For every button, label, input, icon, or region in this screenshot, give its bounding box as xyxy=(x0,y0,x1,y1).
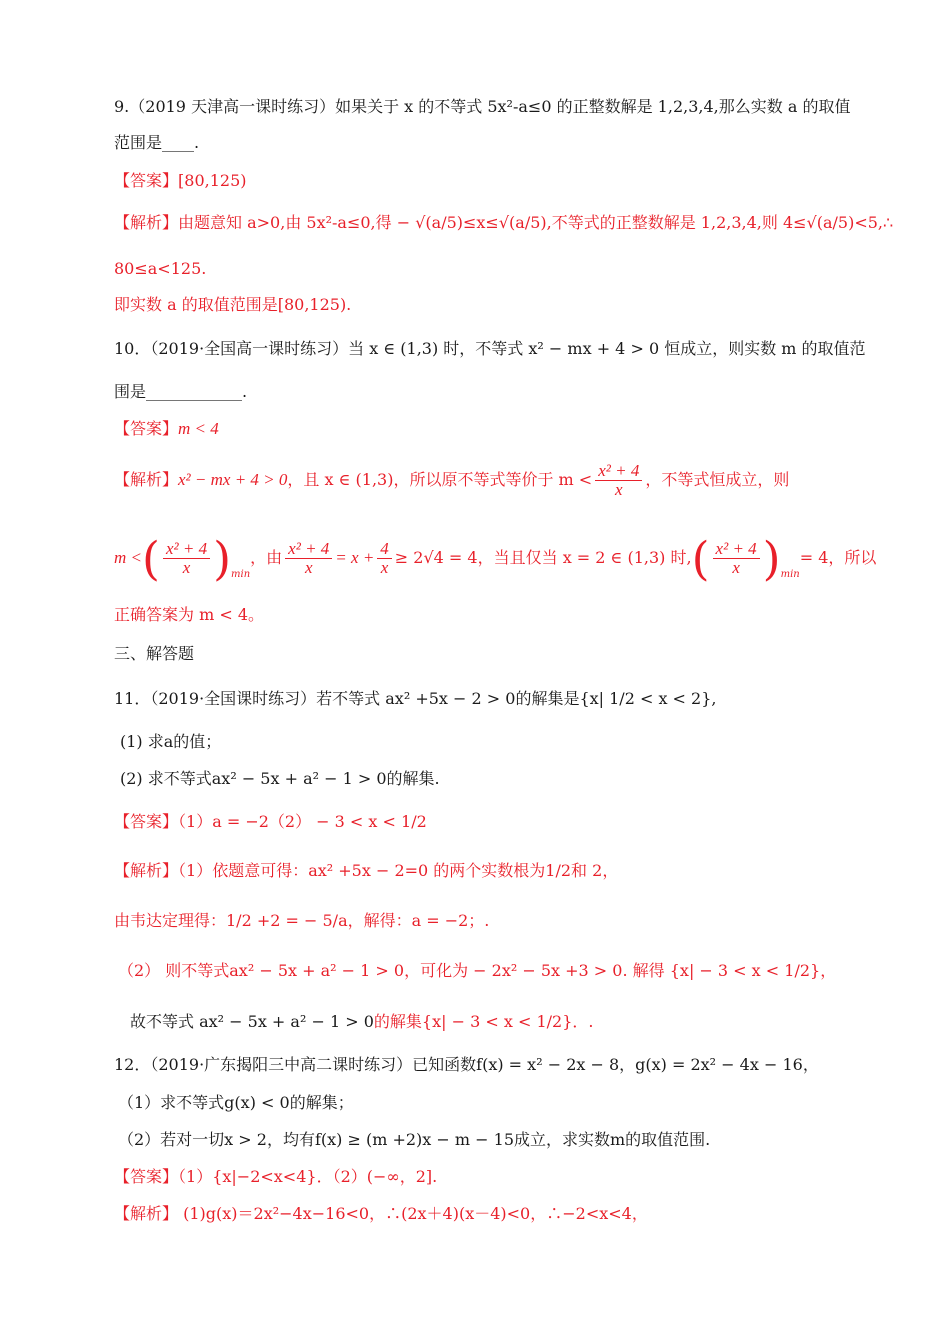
fraction xyxy=(595,462,642,499)
analysis-text: = 4，所以 xyxy=(799,548,877,567)
fraction xyxy=(163,540,210,577)
fraction-denominator: x xyxy=(615,480,623,499)
math-text: m < xyxy=(114,548,142,567)
q9-analysis-3: 即实数 a 的取值范围是[80,125). xyxy=(114,295,352,314)
answer-label: 【答案】 xyxy=(114,812,179,831)
q10-analysis-1 xyxy=(114,458,840,502)
left-paren: ( xyxy=(691,531,710,586)
fraction-numerator: x² + 4 xyxy=(713,540,760,559)
q11-part1: (1) 求a的值； xyxy=(120,732,222,751)
fraction xyxy=(377,540,392,577)
fraction xyxy=(285,540,332,577)
fraction xyxy=(713,540,760,577)
q10-analysis-3: 正确答案为 m < 4。 xyxy=(114,605,265,624)
answer-value: （1）{x|−2<x<4}．（2）(−∞，2]. xyxy=(178,1167,438,1186)
fraction-numerator: x² + 4 xyxy=(163,540,210,559)
analysis-text: 故不等式 ax² − 5x + a² − 1 > 0 xyxy=(130,1012,374,1031)
fraction-denominator: x xyxy=(182,558,191,577)
q11-analysis-2: 由韦达定理得：1/2 +2 = − 5/a，解得：a = −2；. xyxy=(114,911,490,930)
math-text: = x + xyxy=(335,548,375,567)
fraction-numerator: x² + 4 xyxy=(285,540,332,559)
analysis-label: 【解析】 xyxy=(114,213,179,232)
answer-label: 【答案】 xyxy=(114,419,179,438)
q12-analysis-1 xyxy=(114,1203,840,1225)
q11-analysis-3: （2） 则不等式ax² − 5x + a² − 1 > 0，可化为 − 2x² − 5x +3 > 0. 解得 {x| − 3 < x < 1/2}， xyxy=(118,961,837,980)
fraction-numerator: x² + 4 xyxy=(595,462,642,481)
left-paren: ( xyxy=(142,531,160,586)
analysis-label: 【解析】 xyxy=(114,1204,179,1223)
analysis-label: 【解析】 xyxy=(114,470,179,489)
analysis-text: ，且 x ∈ (1,3)，所以原不等式等价于 m < xyxy=(287,470,593,489)
fraction-denominator: x xyxy=(304,558,313,577)
q12-answer xyxy=(114,1166,840,1188)
analysis-text: (1)g(x)＝2x²−4x−16<0，∴(2x＋4)(x－4)<0，∴−2<x<4， xyxy=(178,1204,648,1223)
q11-line1: 11．（2019·全国课时练习）若不等式 ax² +5x − 2 > 0的解集是{x| 1/2 < x < 2}, xyxy=(114,689,717,708)
q11-part2: (2) 求不等式ax² − 5x + a² − 1 > 0的解集. xyxy=(120,769,440,788)
q9-analysis-2: 80≤a<125. xyxy=(114,259,207,278)
section-heading: 三、解答题 xyxy=(114,644,195,663)
answer-label: 【答案】 xyxy=(114,171,179,190)
right-paren: ) xyxy=(762,531,781,586)
right-paren: ) xyxy=(213,531,232,586)
q10-answer xyxy=(114,418,840,440)
min-subscript: min xyxy=(231,569,251,580)
analysis-text: 的解集{x| − 3 < x < 1/2}．. xyxy=(373,1012,594,1031)
q12-line1: 12．（2019·广东揭阳三中高二课时练习）已知函数f(x) = x² − 2x − 8，g(x) = 2x² − 4x − 16， xyxy=(114,1055,819,1074)
analysis-text: ，由 xyxy=(250,548,283,567)
fraction-numerator: 4 xyxy=(377,540,392,559)
q9-answer xyxy=(114,170,840,192)
q10-line1: 10．（2019·全国高一课时练习）当 x ∈ (1,3) 时，不等式 x² − mx + 4 > 0 恒成立，则实数 m 的取值范 xyxy=(114,339,866,358)
math-inequality: x² − mx + 4 > 0 xyxy=(178,470,288,489)
q10-analysis-2 xyxy=(114,531,877,601)
min-subscript: min xyxy=(780,569,800,580)
analysis-text: ≥ 2√4 = 4，当且仅当 x = 2 ∈ (1,3) 时, xyxy=(394,548,692,567)
q12-part2: （2）若对一切x > 2，均有f(x) ≥ (m +2)x − m − 15成立，求实数m的取值范围. xyxy=(118,1130,711,1149)
q9-line2: 范围是____. xyxy=(114,133,200,152)
q10-line2: 围是____________. xyxy=(114,382,248,401)
q9-line1: 9.（2019 天津高一课时练习）如果关于 x 的不等式 5x²-a≤0 的正整数解是 1,2,3,4,那么实数 a 的取值 xyxy=(114,97,851,116)
analysis-text: （1）依题意可得：ax² +5x − 2=0 的两个实数根为1/2和 2， xyxy=(178,861,619,880)
q11-answer xyxy=(114,811,840,833)
q12-part1: （1）求不等式g(x) < 0的解集； xyxy=(118,1093,354,1112)
answer-value: （1）a = −2（2） − 3 < x < 1/2 xyxy=(178,812,427,831)
q11-analysis-1 xyxy=(114,860,840,882)
analysis-text: ，不等式恒成立，则 xyxy=(645,470,790,489)
fraction-denominator: x xyxy=(732,558,740,577)
analysis-label: 【解析】 xyxy=(114,861,179,880)
analysis-text: 由题意知 a>0,由 5x²-a≤0,得 − √(a/5)≤x≤√(a/5),不等式的正整数解是 1,2,3,4,则 4≤√(a/5)<5,∴ xyxy=(178,213,894,232)
q11-analysis-4 xyxy=(130,1011,840,1033)
answer-value: [80,125) xyxy=(178,171,247,190)
q9-analysis-1 xyxy=(114,212,894,234)
answer-value: m < 4 xyxy=(178,419,219,438)
answer-label: 【答案】 xyxy=(114,1167,179,1186)
fraction-denominator: x xyxy=(380,558,389,577)
